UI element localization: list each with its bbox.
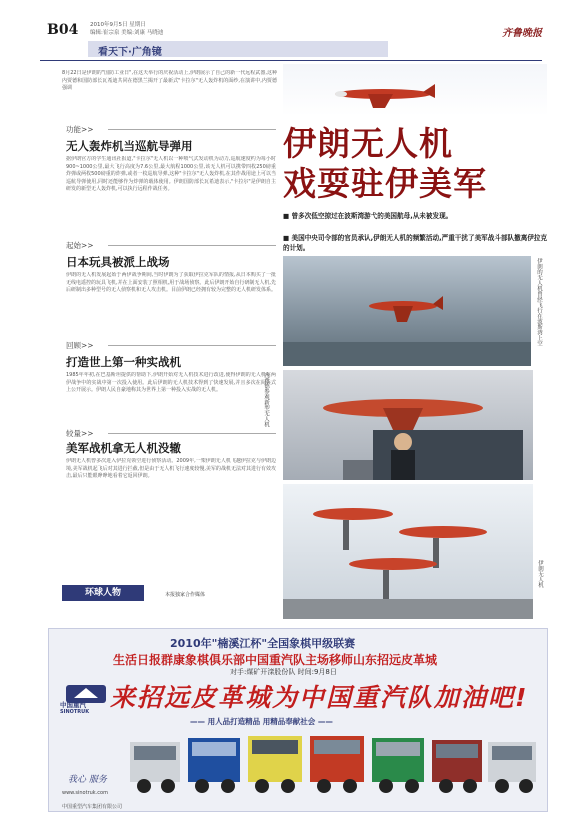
section4-title: 美军战机拿无人机没辙 <box>66 441 181 455</box>
section-prefix: 看天下· <box>98 47 132 58</box>
ad-service-mark: 我心 服务 <box>68 775 107 785</box>
drone-wing <box>368 94 393 108</box>
person-head <box>394 433 412 451</box>
truck-lineup <box>130 728 540 796</box>
photo2-caption: 内贾德参观新型无人机 <box>263 372 269 427</box>
intro-column-2 <box>178 70 278 260</box>
section1-title: 无人轰炸机当巡航导弹用 <box>66 139 193 153</box>
truck-7 <box>488 742 536 793</box>
ad-match-info: 对手:煤矿开滦股份队 时间:9月8日 <box>230 668 337 676</box>
headline-line1: 伊朗无人机 <box>283 124 453 163</box>
president-scene-svg <box>283 370 533 480</box>
podium <box>343 460 373 480</box>
drone-sea-svg <box>283 256 531 366</box>
truck-5 <box>372 738 424 793</box>
drone-sea-photo <box>283 256 531 366</box>
truck-3 <box>248 736 302 793</box>
section3-title: 打造世上第一种实战机 <box>66 355 181 369</box>
launchers-svg <box>283 484 533 619</box>
drone-nose <box>335 91 347 97</box>
paper-brand: 齐鲁晚报 <box>502 28 542 39</box>
section4-rule <box>108 433 276 434</box>
photo3-caption: 伊朗无人机 <box>537 560 543 588</box>
truck-2 <box>188 738 240 793</box>
header-rule <box>40 60 542 61</box>
section-name: 广角镜 <box>131 47 162 58</box>
section2-title: 日本玩具被派上战场 <box>66 255 170 269</box>
issue-meta <box>90 21 220 37</box>
drone-sky-photo <box>283 64 547 116</box>
section4-label: 较量>> <box>66 429 94 438</box>
ad-brand-cn: 中国重汽 <box>60 701 86 709</box>
ad-company: 中国重型汽车集团有限公司 <box>62 804 123 810</box>
section-title <box>98 43 162 58</box>
truck-6 <box>432 740 482 793</box>
drone-launchers-photo <box>283 484 533 619</box>
person-suit <box>391 450 415 480</box>
photo1-caption: 伊朗的无人机曾经飞行在波斯湾上空 <box>536 258 542 346</box>
ad-motto: —— 用人品打造精品 用精品奉献社会 —— <box>190 717 333 726</box>
column-tag: 环球人物 <box>62 585 144 601</box>
media-credit: 本报独家合作媒体 <box>165 592 206 598</box>
launcher-3 <box>349 558 437 600</box>
truck-1 <box>130 742 180 793</box>
drone-wing <box>393 306 413 322</box>
page-number: B04 <box>47 22 79 38</box>
ad-brand-name <box>60 700 89 715</box>
main-caption-1: ■ 曾多次低空掠过在波斯湾游弋的美国航母,从未被发现。 <box>283 212 453 220</box>
launcher-1 <box>313 508 393 550</box>
intro-paragraph: 8月22日是伊朗的"国防工业日",在这天举行的庆祝活动上,伊朗展示了自己的新一代远程武器,这种内贾德和国防部长瓦希迪共同在德黑兰揭开了最新式"卡拉尔"无人轰炸机的面纱,在演讲中,内贾德强调 <box>62 70 277 91</box>
drone-tail <box>433 296 443 310</box>
section3-rule <box>108 345 276 346</box>
section3-label: 回顾>> <box>66 341 94 350</box>
main-caption-2: ■ 美国中央司令部的官员承认,伊朗无人机的频繁活动,严重干扰了美军战斗部队撤离伊拉克的计划。 <box>283 234 548 252</box>
section2-label: 起始>> <box>66 241 94 250</box>
headline-line2: 戏耍驻伊美军 <box>283 164 487 203</box>
section1-text: 据伊朗官方的学生通讯社报道,"卡拉尔"无人机以一种喷气式发动机为动力,巡航速度约为每小时900~1000公里,最大飞行高度为7.6公里,最大航程1000公里,该无人机可以携带四枚250磅重炸弹或两枚500磅重的炸弹,或者一枚巡航导弹,这种"卡拉尔"无人轰炸机,在其作战用途上可以当巡航导弹使用,同时还能够作为炸弹的载体使用。伊朗国防部长瓦希迪表示,"卡拉尔"是伊朗自主研发的新型无人轰炸机,可以执行远程作战任务。 <box>66 156 276 192</box>
truck-4 <box>310 736 364 793</box>
ad-event-line: 生活日报群康象棋俱乐部中国重汽队主场移师山东招远皮革城 <box>113 653 438 667</box>
ad-slogan: 来招远皮革城为中国重汽队加油吧! <box>110 683 529 712</box>
trucks-svg <box>130 728 540 796</box>
drone-illustration <box>283 64 547 116</box>
ad-brand-en: SINOTRUK <box>60 709 90 715</box>
section1-label: 功能>> <box>66 125 94 134</box>
sea-surface <box>283 342 531 366</box>
section2-text: 伊朗的无人机发展起始于两伊战争期间,当时伊朗为了获取伊拉克军队的情报,从日本购买了一批无线电遥控的玩具飞机,并在上面安装了照相机,用于战场侦察。此后伊朗开始自行研制无人机,先后研制出多种型号的无人侦察机和无人攻击机。目前伊朗已经拥有较为完整的无人机研发体系。 <box>66 272 276 293</box>
ad-url[interactable]: www.sinotruk.com <box>62 790 108 796</box>
ad-title: 2010年"楠溪江杯"全国象棋甲级联赛 <box>170 637 356 650</box>
editor-credits: 编辑:崔宗泉 美编:刘康 马晓迪 <box>90 30 164 36</box>
drone-wing <box>383 408 423 430</box>
section4-text: 伊朗无人机曾多次进入伊拉克领空进行侦察活动。2009年,一架伊朗无人机飞越伊拉克与伊朗边境,美军战机起飞后对其进行拦截,但是由于无人机飞行速度较慢,美军的战机无法对其进行有效攻击,最后只能眼睁睁地看着它返回伊朗。 <box>66 458 276 479</box>
ground <box>283 599 533 619</box>
president-drone-photo <box>283 370 533 480</box>
section3-text: 1985年年初,在巴基斯坦提供的帮助下,伊朗开始对无人机技术进行改进,使得伊朗的无人机在两伊战争中的实战中第一次投入使用。此后伊朗的无人机技术得到了快速发展,并且多次在阅兵式上公开展示。伊朗人民自豪地称其为世界上第一种投入实战的无人机。 <box>66 372 276 393</box>
issue-date: 2010年9月5日 星期日 <box>90 22 146 28</box>
article-continued <box>178 270 278 340</box>
